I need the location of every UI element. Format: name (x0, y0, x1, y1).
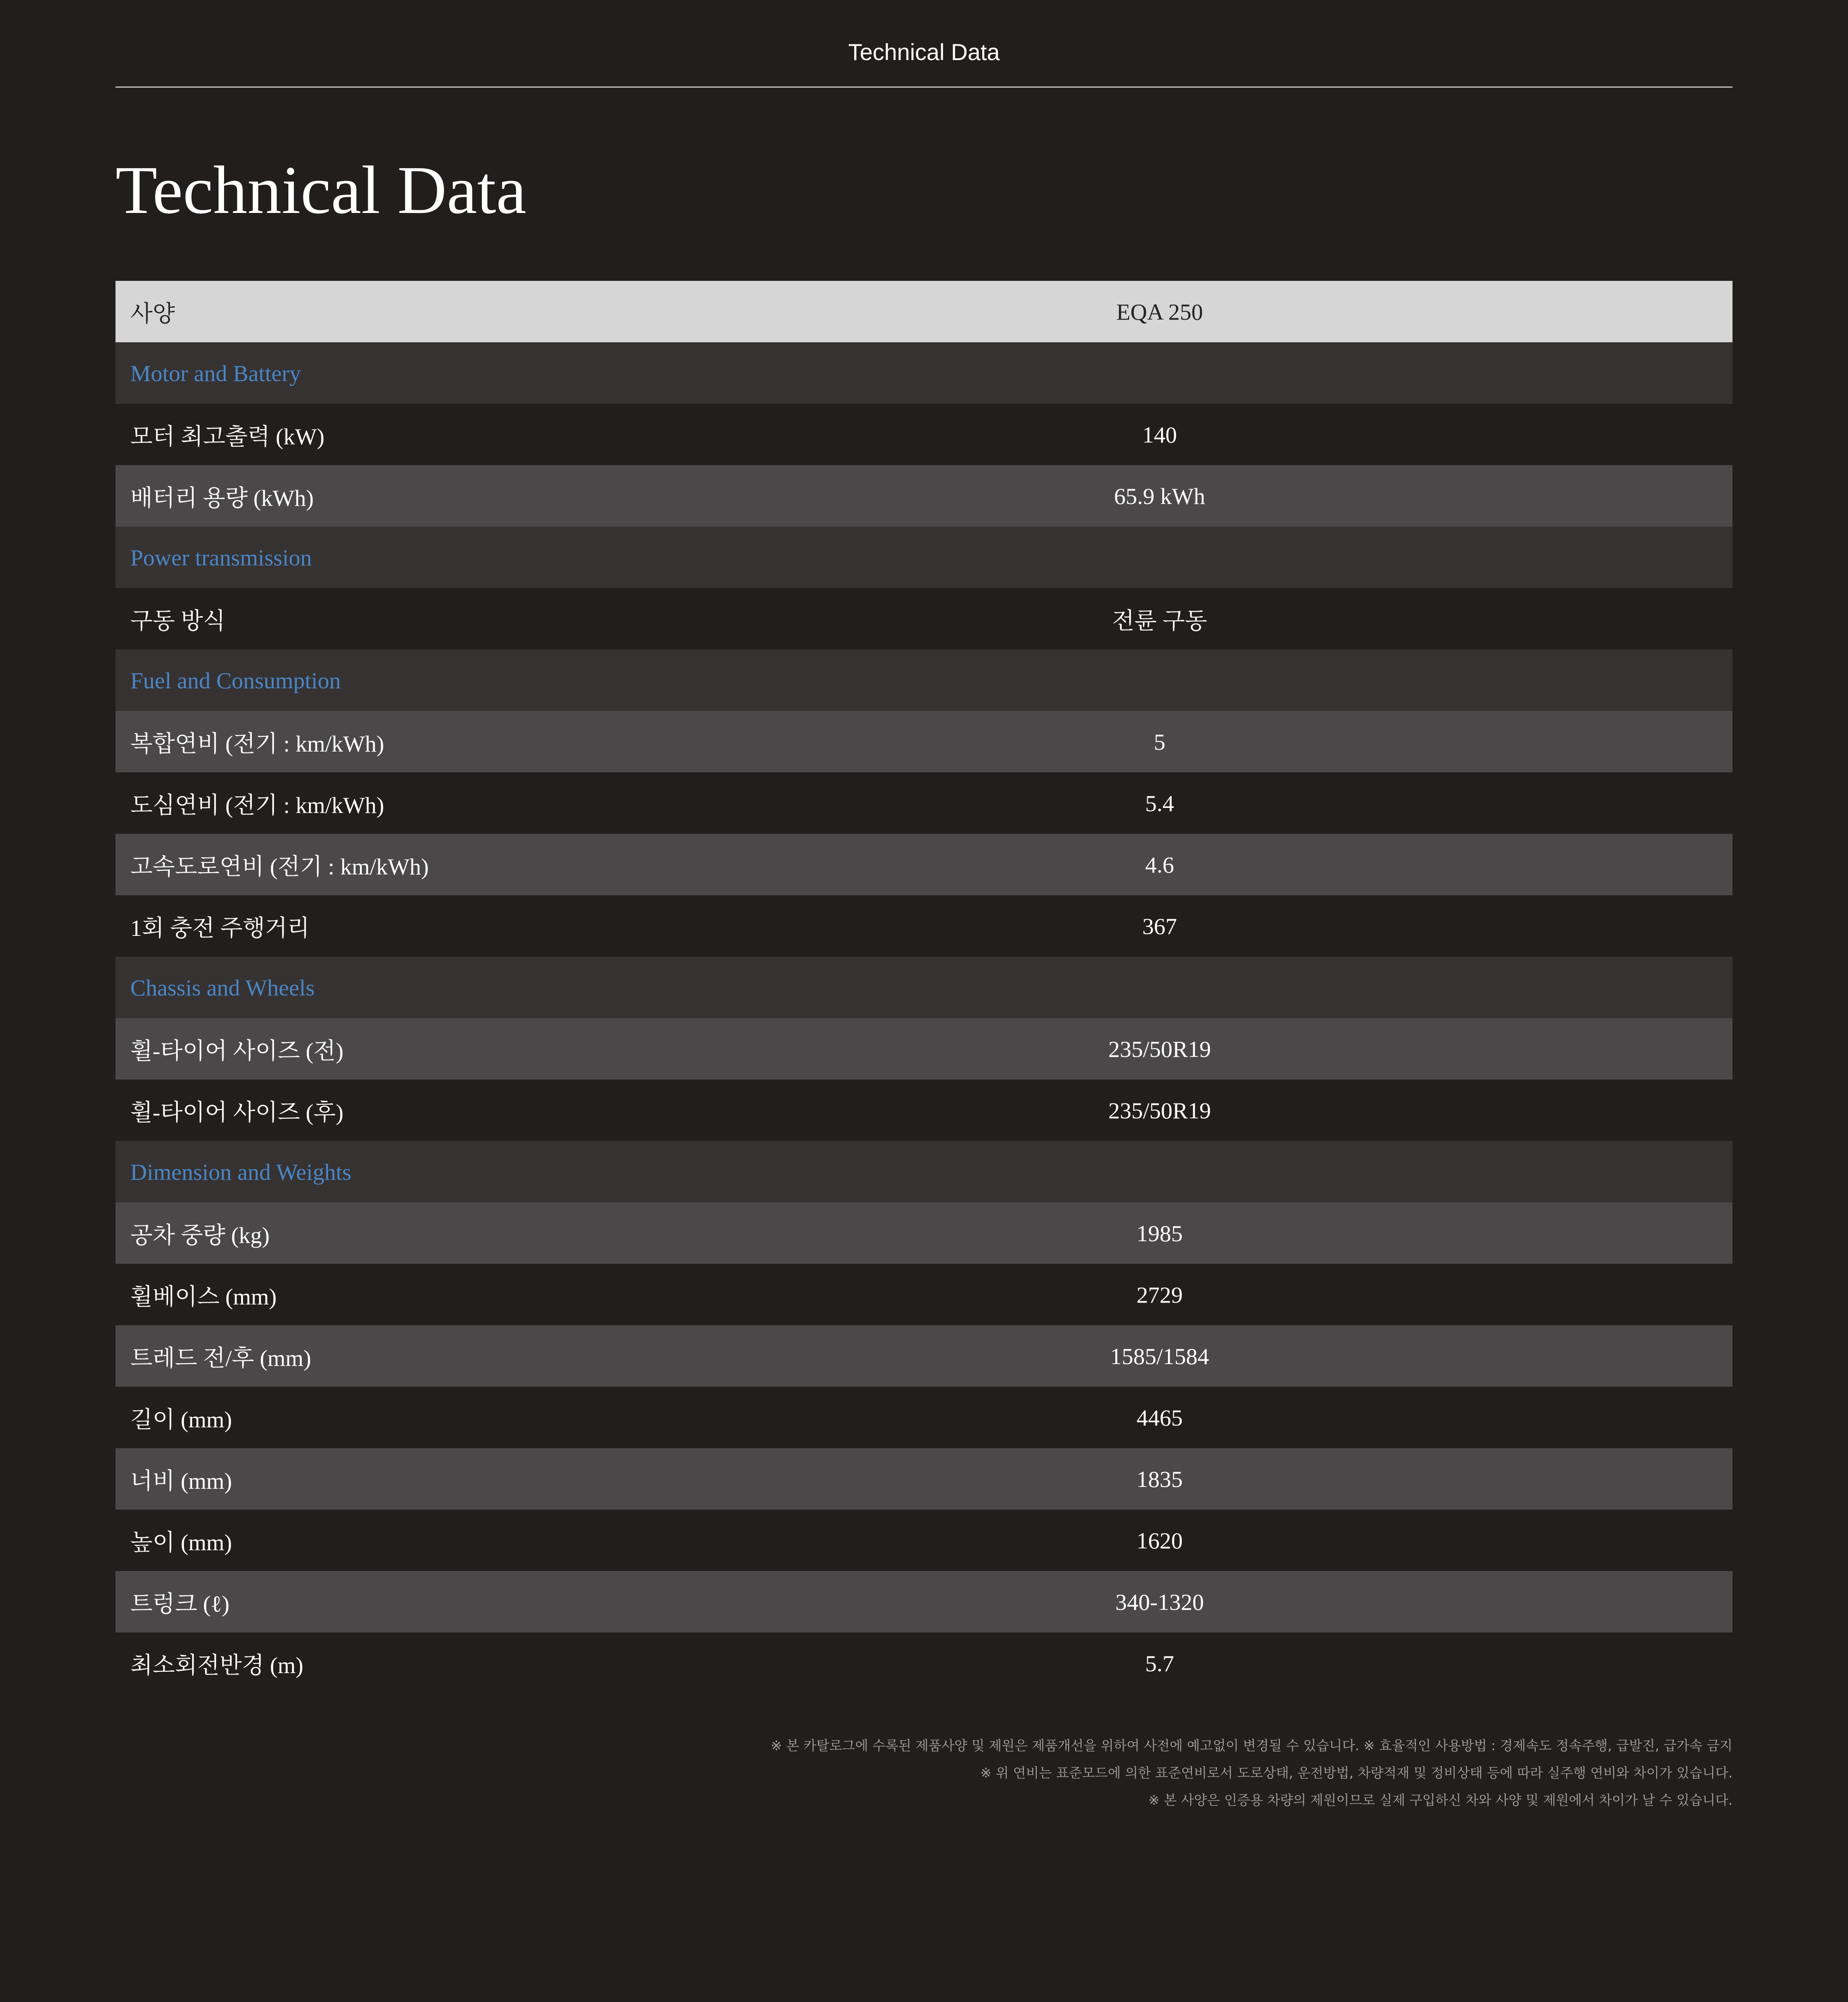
spec-value: 5.7 (1145, 1650, 1174, 1676)
table-header-row (116, 281, 1732, 342)
spec-label: 휠-타이어 사이즈 (후) (116, 1080, 947, 1141)
spec-label: 휠베이스 (mm) (116, 1264, 947, 1325)
spec-label: 배터리 용량 (kWh) (116, 465, 947, 527)
table-row (116, 1448, 1732, 1510)
spec-value-cell (947, 1264, 1732, 1325)
spec-label: 트레드 전/후 (mm) (116, 1325, 947, 1387)
table-body (116, 342, 1732, 1694)
spec-value: 65.9 kWh (1114, 483, 1205, 509)
spec-value: 전륜 구동 (1112, 607, 1207, 634)
spec-label: 도심연비 (전기 : km/kWh) (116, 772, 947, 834)
column-header-model (947, 281, 1732, 342)
top-header (116, 0, 1732, 88)
spec-value: 1835 (1137, 1466, 1183, 1492)
page-title: Technical Data (116, 152, 527, 228)
spec-value-cell (947, 1325, 1732, 1387)
spec-value-cell (947, 1510, 1732, 1571)
footnotes (116, 1732, 1732, 1814)
spec-label: 길이 (mm) (116, 1387, 947, 1448)
table-row (116, 1571, 1732, 1632)
spec-value-cell (947, 711, 1732, 772)
spec-label: 트렁크 (ℓ) (116, 1571, 947, 1632)
table-row (116, 1632, 1732, 1694)
spec-label: 1회 충전 주행거리 (116, 895, 947, 957)
spec-value-cell (947, 1387, 1732, 1448)
table-row (116, 1387, 1732, 1448)
column-header-model-label: EQA 250 (1116, 298, 1203, 325)
spec-value-cell (947, 1202, 1732, 1264)
table-row (116, 1264, 1732, 1325)
spec-value: 235/50R19 (1108, 1097, 1211, 1123)
spec-value: 4.6 (1145, 851, 1174, 878)
section-label: Motor and Battery (116, 342, 947, 404)
spec-label: 공차 중량 (kg) (116, 1202, 947, 1264)
table-row (116, 895, 1732, 957)
spec-label: 복합연비 (전기 : km/kWh) (116, 711, 947, 772)
spec-value-cell (947, 404, 1732, 465)
table-row (116, 711, 1732, 772)
spec-value-cell (947, 1632, 1732, 1694)
table-row (116, 1018, 1732, 1080)
section-row (116, 1141, 1732, 1202)
table-row (116, 834, 1732, 895)
spec-value: 1620 (1137, 1527, 1183, 1553)
spec-value: 367 (1142, 913, 1177, 939)
spec-value: 5.4 (1145, 790, 1174, 816)
spec-value: 2729 (1137, 1281, 1183, 1308)
spec-value: 235/50R19 (1108, 1036, 1211, 1062)
table-row (116, 1325, 1732, 1387)
spec-value: 1985 (1137, 1220, 1183, 1246)
spec-label: 고속도로연비 (전기 : km/kWh) (116, 834, 947, 895)
section-row (116, 957, 1732, 1018)
technical-data-table (116, 281, 1732, 1694)
spec-value-cell (947, 1080, 1732, 1141)
header-title: Technical Data (848, 39, 1000, 65)
section-label: Fuel and Consumption (116, 649, 947, 711)
section-empty-cell (947, 649, 1732, 711)
footnote-line: ※ 본 카탈로그에 수록된 제품사양 및 제원은 제품개선을 위하여 사전에 예고없이 변경될 수 있습니다. ※ 효율적인 사용방법 : 경제속도 정속주행, 급발진, 급가속 금지 (771, 1738, 1732, 1753)
section-empty-cell (947, 957, 1732, 1018)
section-empty-cell (947, 527, 1732, 588)
section-empty-cell (947, 1141, 1732, 1202)
table-row (116, 772, 1732, 834)
spec-value-cell (947, 588, 1732, 649)
spec-label: 모터 최고출력 (kW) (116, 404, 947, 465)
section-label: Power transmission (116, 527, 947, 588)
section-empty-cell (947, 342, 1732, 404)
spec-value-cell (947, 1571, 1732, 1632)
spec-value-cell (947, 834, 1732, 895)
table-row (116, 404, 1732, 465)
footnote-line: ※ 본 사양은 인증용 차량의 제원이므로 실제 구입하신 차와 사양 및 제원에서 차이가 날 수 있습니다. (1148, 1792, 1732, 1808)
spec-value: 5 (1154, 728, 1166, 755)
spec-value-cell (947, 1448, 1732, 1510)
spec-value: 340-1320 (1115, 1589, 1204, 1615)
column-header-spec: 사양 (116, 281, 947, 342)
spec-label: 최소회전반경 (m) (116, 1632, 947, 1694)
spec-label: 높이 (mm) (116, 1510, 947, 1571)
table-row (116, 1510, 1732, 1571)
table-row (116, 1202, 1732, 1264)
spec-value-cell (947, 1018, 1732, 1080)
spec-value-cell (947, 895, 1732, 957)
section-label: Chassis and Wheels (116, 957, 947, 1018)
spec-label: 휠-타이어 사이즈 (전) (116, 1018, 947, 1080)
spec-label: 너비 (mm) (116, 1448, 947, 1510)
section-row (116, 527, 1732, 588)
section-label: Dimension and Weights (116, 1141, 947, 1202)
section-row (116, 649, 1732, 711)
section-row (116, 342, 1732, 404)
table-row (116, 465, 1732, 527)
spec-label: 구동 방식 (116, 588, 947, 649)
spec-value: 1585/1584 (1110, 1343, 1209, 1369)
table-row (116, 588, 1732, 649)
spec-value-cell (947, 465, 1732, 527)
footnote-line: ※ 위 연비는 표준모드에 의한 표준연비로서 도로상태, 운전방법, 차량적재 및 정비상태 등에 따라 실주행 연비와 차이가 있습니다. (980, 1765, 1732, 1781)
table-row (116, 1080, 1732, 1141)
spec-value-cell (947, 772, 1732, 834)
spec-value: 140 (1142, 421, 1177, 448)
spec-value: 4465 (1137, 1404, 1183, 1431)
